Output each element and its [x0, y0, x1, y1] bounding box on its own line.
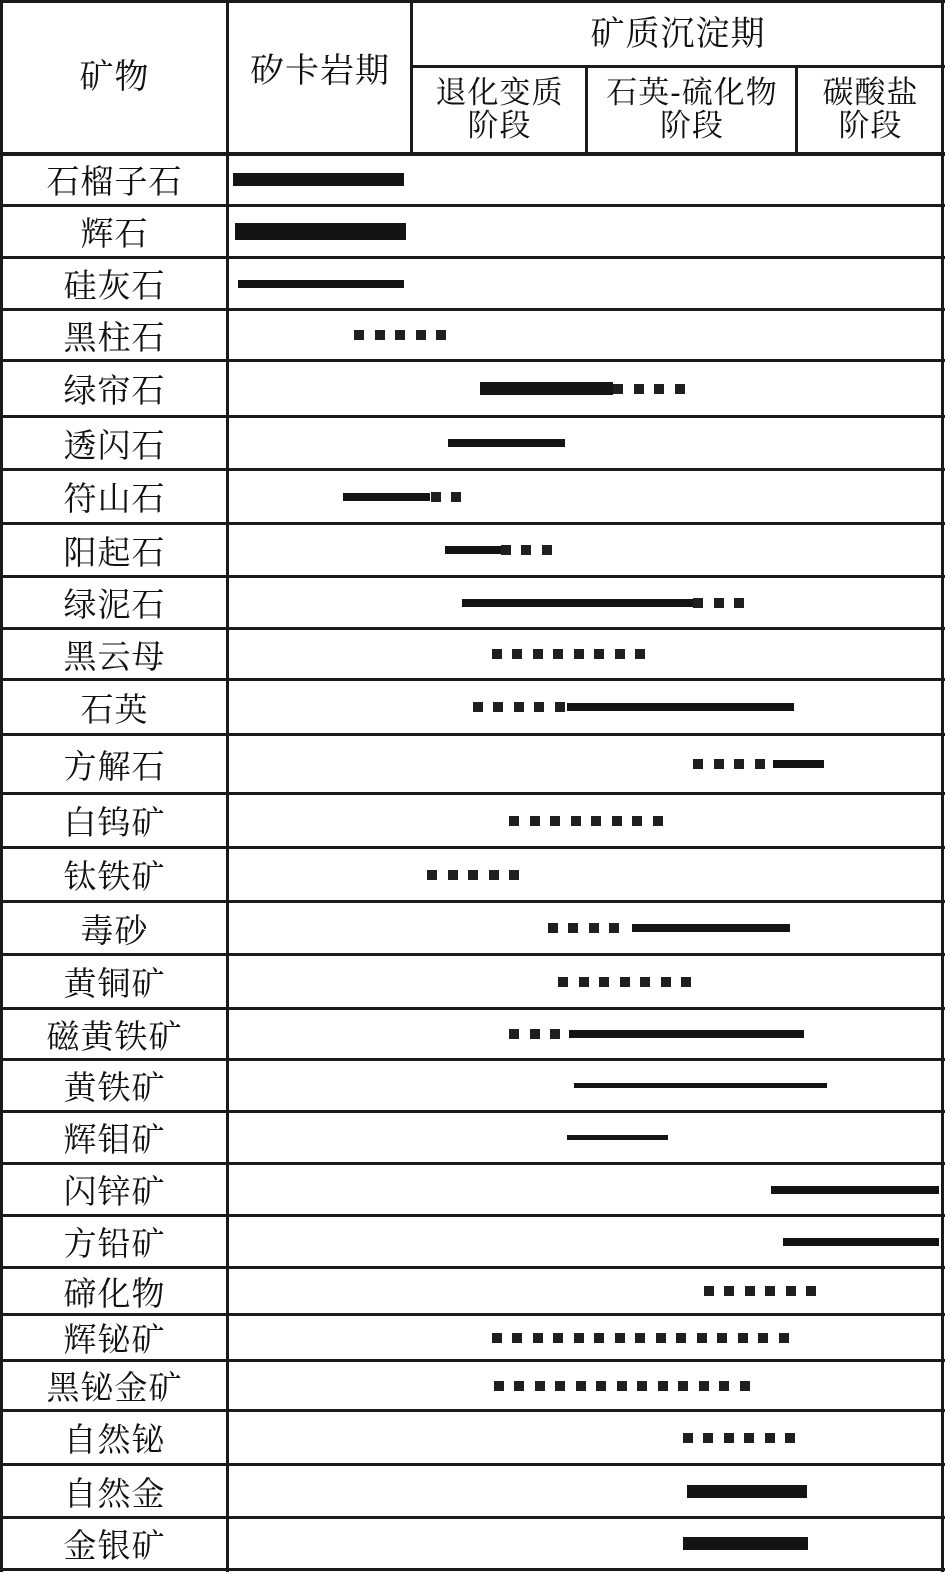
range-bar-dot: [494, 1381, 504, 1391]
range-bar-dot: [617, 1381, 627, 1391]
range-bar-dot: [594, 1333, 604, 1343]
range-bar-solid: [462, 599, 693, 607]
mineral-name: 钛铁矿: [63, 857, 166, 896]
header-skarn-period: 矽卡岩期: [250, 50, 390, 91]
range-bar-dot: [714, 598, 724, 608]
range-bar-dot: [615, 1333, 625, 1343]
range-bar-dot: [656, 1333, 666, 1343]
range-bar-dot: [675, 384, 685, 394]
range-bar-dot: [509, 1029, 519, 1039]
range-bar-dot: [431, 492, 441, 502]
mineral-name: 金银矿: [63, 1526, 166, 1565]
mineral-name: 阳起石: [63, 532, 166, 572]
range-bar-dot: [594, 649, 604, 659]
range-bar-dot: [553, 1333, 563, 1343]
range-bar-dot: [555, 1381, 565, 1391]
border-bottom: [0, 1568, 945, 1571]
header-stage-quartz-sulfide: 石英-硫化物 阶段: [606, 74, 778, 144]
range-bar-solid: [238, 280, 404, 288]
range-bar-dot: [632, 816, 642, 826]
range-bar-dot: [571, 816, 581, 826]
range-bar-solid: [480, 382, 614, 395]
range-bar-solid: [343, 493, 430, 501]
range-bar-dot: [574, 1333, 584, 1343]
header-stage-retrograde: 退化变质 阶段: [435, 74, 564, 144]
range-bar-solid: [235, 223, 406, 240]
range-bar-dot: [468, 870, 478, 880]
mineral-name: 磁黄铁矿: [46, 1016, 183, 1056]
range-bar-dot: [509, 870, 519, 880]
range-bar-dot: [785, 1433, 795, 1443]
range-bar-dot: [451, 492, 461, 502]
range-bar-dot: [714, 759, 724, 769]
mineral-name: 白钨矿: [63, 803, 166, 842]
range-bar-solid: [567, 1135, 668, 1140]
range-bar-dot: [591, 816, 601, 826]
range-bar-solid: [448, 439, 565, 447]
range-bar-dot: [661, 977, 671, 987]
range-bar-dot: [740, 1381, 750, 1391]
border-right: [941, 0, 944, 1572]
range-bar-dot: [693, 759, 703, 769]
range-bar-dot: [568, 923, 578, 933]
range-bar-dot: [637, 1381, 647, 1391]
range-bar-dot: [786, 1286, 796, 1296]
range-bar-solid: [567, 703, 794, 711]
range-bar-dot: [806, 1286, 816, 1296]
range-bar-dot: [512, 1333, 522, 1343]
range-bar-dot: [596, 1381, 606, 1391]
mineral-name: 辉钼矿: [63, 1120, 166, 1159]
range-bar-solid: [783, 1238, 938, 1246]
range-bar-dot: [634, 384, 644, 394]
range-bar-dot: [683, 1433, 693, 1443]
range-bar-dot: [653, 816, 663, 826]
range-bar-dot: [724, 1286, 734, 1296]
range-bar-dot: [395, 330, 405, 340]
range-bar-dot: [416, 330, 426, 340]
mineral-name: 辉铋矿: [63, 1320, 166, 1359]
range-bar-dot: [501, 545, 511, 555]
range-bar-dot: [635, 1333, 645, 1343]
range-bar-dot: [535, 1381, 545, 1391]
range-bar-dot: [589, 923, 599, 933]
range-bar-dot: [550, 816, 560, 826]
header-ore-period: 矿质沉淀期: [590, 13, 766, 54]
range-bar-dot: [489, 870, 499, 880]
mineral-name: 石英: [80, 689, 149, 729]
mineral-name: 石榴子石: [46, 162, 183, 201]
range-bar-dot: [635, 649, 645, 659]
range-bar-dot: [613, 384, 623, 394]
range-bar-dot: [658, 1381, 668, 1391]
range-bar-solid: [773, 760, 824, 768]
range-bar-dot: [703, 1433, 713, 1443]
range-bar-dot: [579, 977, 589, 987]
range-bar-dot: [473, 702, 483, 712]
range-bar-dot: [758, 1333, 768, 1343]
range-bar-dot: [512, 649, 522, 659]
range-bar-dot: [576, 1381, 586, 1391]
mineral-name: 黑柱石: [63, 317, 166, 357]
range-bar-dot: [354, 330, 364, 340]
range-bar-dot: [620, 977, 630, 987]
header-mineral: 矿物: [79, 56, 150, 97]
range-bar-dot: [530, 816, 540, 826]
range-bar-dot: [548, 923, 558, 933]
range-bar-dot: [530, 1029, 540, 1039]
range-bar-dot: [676, 1333, 686, 1343]
range-bar-dot: [704, 1286, 714, 1296]
mineral-name: 方解石: [63, 746, 166, 786]
range-bar-dot: [779, 1333, 789, 1343]
range-bar-dot: [550, 1029, 560, 1039]
mineral-name: 方铅矿: [63, 1224, 166, 1263]
mineral-name: 绿帘石: [63, 371, 166, 410]
mineral-name: 硅灰石: [63, 266, 166, 305]
range-bar-dot: [755, 759, 765, 769]
range-bar-dot: [492, 649, 502, 659]
range-bar-dot: [765, 1286, 775, 1296]
range-bar-dot: [640, 977, 650, 987]
range-bar-dot: [717, 1333, 727, 1343]
mineral-name: 黄铜矿: [63, 964, 166, 1003]
mineral-name: 黑云母: [63, 636, 166, 676]
mineral-name: 辉石: [80, 214, 149, 253]
range-bar-dot: [734, 598, 744, 608]
range-bar-solid: [771, 1186, 939, 1194]
range-bar-dot: [654, 384, 664, 394]
range-bar-dot: [599, 977, 609, 987]
range-bar-dot: [448, 870, 458, 880]
mineral-name: 闪锌矿: [63, 1172, 166, 1211]
range-bar-solid: [687, 1485, 807, 1498]
range-bar-dot: [542, 545, 552, 555]
range-bar-solid: [445, 546, 501, 554]
mineral-name: 自然铋: [63, 1420, 166, 1459]
range-bar-dot: [553, 649, 563, 659]
range-bar-dot: [765, 1433, 775, 1443]
range-bar-dot: [678, 1381, 688, 1391]
range-bar-dot: [375, 330, 385, 340]
range-bar-solid: [233, 173, 404, 186]
range-bar-dot: [719, 1381, 729, 1391]
mineral-name: 自然金: [63, 1473, 166, 1513]
mineral-name: 黄铁矿: [63, 1068, 166, 1107]
range-bar-dot: [492, 1333, 502, 1343]
range-bar-dot: [427, 870, 437, 880]
range-bar-dot: [609, 923, 619, 933]
mineral-name: 绿泥石: [63, 585, 166, 624]
range-bar-dot: [436, 330, 446, 340]
range-bar-dot: [734, 759, 744, 769]
range-bar-solid: [574, 1083, 827, 1088]
range-bar-dot: [521, 545, 531, 555]
range-bar-dot: [699, 1381, 709, 1391]
range-bar-solid: [569, 1030, 804, 1038]
mineral-name: 毒砂: [80, 910, 149, 950]
range-bar-dot: [615, 649, 625, 659]
range-bar-dot: [693, 598, 703, 608]
mineral-name: 碲化物: [63, 1273, 166, 1313]
range-bar-dot: [534, 702, 544, 712]
range-bar-dot: [697, 1333, 707, 1343]
range-bar-solid: [632, 924, 790, 932]
range-bar-dot: [738, 1333, 748, 1343]
mineral-name: 透闪石: [63, 425, 166, 465]
range-bar-dot: [533, 1333, 543, 1343]
range-bar-dot: [574, 649, 584, 659]
range-bar-dot: [558, 977, 568, 987]
range-bar-dot: [612, 816, 622, 826]
mineral-name: 黑铋金矿: [46, 1368, 183, 1407]
range-bar-dot: [724, 1433, 734, 1443]
range-bar-dot: [509, 816, 519, 826]
range-bar-dot: [744, 1433, 754, 1443]
mineral-name: 符山石: [63, 479, 166, 518]
range-bar-dot: [745, 1286, 755, 1296]
range-bar-dot: [514, 1381, 524, 1391]
range-bar-dot: [493, 702, 503, 712]
header-stage-carbonate: 碳酸盐 阶段: [822, 74, 919, 144]
range-bar-dot: [514, 702, 524, 712]
range-bar-dot: [555, 702, 565, 712]
range-bar-solid: [683, 1537, 809, 1550]
range-bar-dot: [533, 649, 543, 659]
range-bar-dot: [681, 977, 691, 987]
